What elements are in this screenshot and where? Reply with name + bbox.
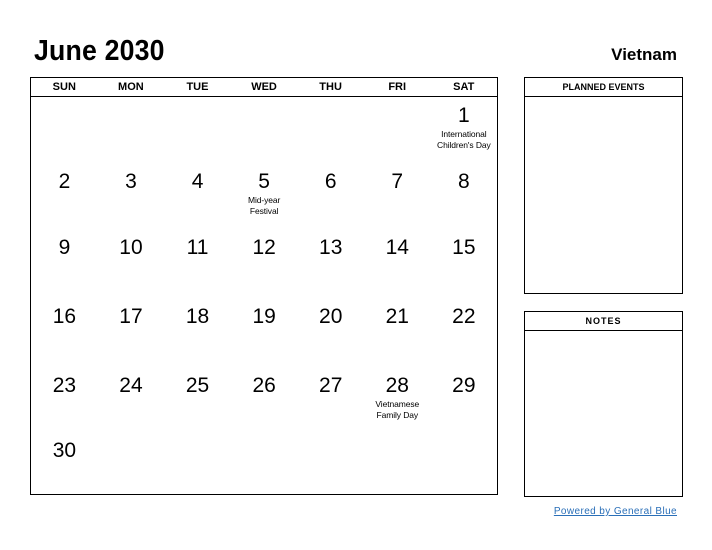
day-number: 26 [252, 374, 276, 397]
day-number: 3 [125, 170, 137, 193]
day-number: 4 [191, 170, 204, 193]
day-number: 22 [452, 305, 476, 328]
day-number: 25 [185, 374, 210, 397]
day-cell [430, 305, 497, 329]
day-number: 6 [324, 170, 337, 193]
planned-events-panel [524, 77, 683, 294]
country-label: Vietnam [611, 45, 677, 64]
day-cell [31, 236, 98, 260]
day-number: 10 [119, 236, 143, 259]
day-cell [231, 305, 298, 329]
day-number: 1 [458, 104, 470, 127]
holiday-label: Mid-year Festival [247, 195, 281, 216]
planned-events-header: PLANNED EVENTS [525, 78, 682, 97]
day-number: 20 [319, 305, 343, 328]
day-number: 21 [385, 305, 409, 328]
day-cell [364, 374, 431, 421]
day-cell [98, 170, 165, 194]
day-number: 27 [319, 374, 343, 397]
day-cell [98, 236, 165, 260]
calendar-grid [30, 77, 498, 495]
day-cell [31, 305, 98, 329]
day-number: 15 [452, 236, 476, 259]
day-cell [31, 374, 98, 398]
weekday-header-row [31, 78, 497, 97]
holiday-label: Vietnamese Family Day [375, 399, 420, 420]
day-cell [364, 236, 431, 260]
day-cell [364, 170, 431, 194]
weekday-fri: FRI [388, 81, 407, 93]
day-number: 16 [52, 305, 77, 328]
day-number: 30 [52, 439, 77, 462]
day-cell [430, 104, 497, 151]
day-cell [297, 374, 364, 398]
day-number: 13 [319, 236, 343, 259]
weekday-tue: TUE [186, 81, 209, 93]
day-cell [164, 374, 231, 398]
day-cell [430, 170, 497, 194]
day-cell [430, 236, 497, 260]
day-number: 9 [58, 236, 71, 259]
day-number: 2 [58, 170, 71, 193]
page-title: June 2030 [34, 35, 165, 67]
notes-panel [524, 311, 683, 497]
day-cell [297, 305, 364, 329]
day-cell [98, 374, 165, 398]
day-number: 7 [391, 170, 404, 193]
day-number: 28 [385, 374, 409, 397]
day-number: 14 [385, 236, 409, 259]
day-cell [297, 236, 364, 260]
day-cell [364, 305, 431, 329]
day-number: 18 [185, 305, 210, 328]
day-number: 5 [258, 170, 270, 193]
day-number: 8 [458, 170, 470, 193]
day-number: 11 [186, 236, 209, 259]
day-cell [231, 236, 298, 260]
day-cell [98, 305, 165, 329]
weekday-mon: MON [118, 81, 144, 93]
day-number: 24 [119, 374, 143, 397]
weekday-sun: SUN [52, 81, 76, 93]
powered-by-link[interactable]: Powered by General Blue [553, 506, 677, 517]
day-cell [297, 170, 364, 194]
day-number: 23 [52, 374, 77, 397]
day-cell [31, 170, 98, 194]
day-cell [231, 170, 298, 217]
weekday-sat: SAT [453, 81, 475, 93]
day-number: 17 [119, 305, 143, 328]
day-number: 29 [452, 374, 476, 397]
notes-header: NOTES [525, 312, 682, 331]
weekday-thu: THU [319, 81, 342, 93]
day-number: 19 [252, 305, 276, 328]
day-cell [231, 374, 298, 398]
holiday-label: International Children's Day [437, 129, 491, 150]
day-cell [164, 305, 231, 329]
day-number: 12 [252, 236, 276, 259]
weekday-wed: WED [251, 81, 277, 93]
day-cell [430, 374, 497, 398]
day-cell [164, 236, 231, 260]
day-cell [31, 439, 98, 463]
day-cell [164, 170, 231, 194]
